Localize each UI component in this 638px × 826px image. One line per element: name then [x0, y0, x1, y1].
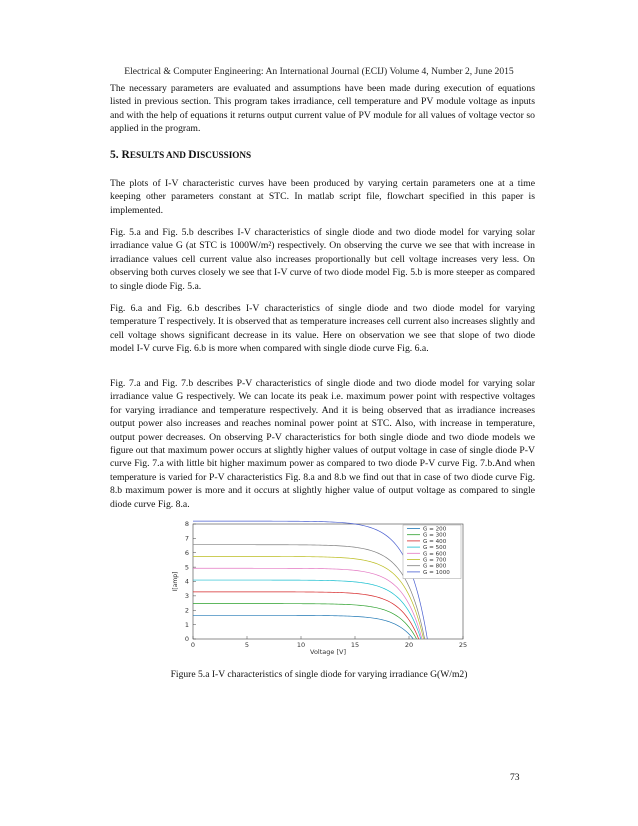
y-tick-label: 5 — [184, 563, 189, 572]
paragraph-3: Fig. 6.a and Fig. 6.b describes I-V characteristics of single diode and two diode model for varying temperature T respectively. It is observed that as temperature increases cell current also increases slightly and cell voltage shows significant decrease in its value. Here on observation we see that slope of two diode model I-V curve Fig. 6.b is more when compared with single diode curve Fig. 6.a. — [110, 303, 535, 355]
x-tick-label: 20 — [404, 641, 414, 649]
y-axis-label: I[amp] — [172, 571, 179, 592]
series-line — [193, 615, 413, 639]
y-tick-label: 3 — [184, 592, 189, 601]
y-tick-label: 1 — [184, 620, 189, 629]
y-tick-label: 2 — [184, 606, 189, 615]
legend-label: G = 500 — [423, 545, 447, 552]
legend-label: G = 200 — [423, 526, 447, 533]
figure-caption: Figure 5.a I-V characteristics of single diode for varying irradiance G(W/m2) — [170, 669, 468, 680]
legend-label: G = 700 — [423, 557, 447, 564]
paragraph-2: Fig. 5.a and Fig. 5.b describes I-V characteristics of single diode and two diode model for varying solar irradiance value G (at STC is 1000W/m²) respectively. On observing the curve we see that with increase in irradiance values cell current value also increases proportionally but cell voltage increases very less. On observing both curves closely we see that I-V curve of two diode model Fig. 5.b is more steeper as compared to single diode Fig. 5.a. — [110, 227, 535, 292]
series-line — [193, 556, 424, 639]
x-tick-label: 10 — [296, 641, 306, 649]
series-line — [193, 580, 421, 639]
x-tick-label: 5 — [244, 641, 250, 649]
iv-chart — [165, 518, 485, 658]
legend-label: G = 600 — [423, 551, 447, 558]
y-tick-label: 0 — [184, 635, 189, 644]
x-tick-label: 15 — [350, 641, 360, 649]
paragraph-1: The plots of I-V characteristic curves have been produced by varying certain parameters one at a time keeping other parameters constant at STC. In matlab script file, flowchart specified in this paper is implemented. — [110, 178, 535, 216]
page-number: 73 — [510, 772, 520, 783]
paragraph-4: Fig. 7.a and Fig. 7.b describes P-V characteristics of single diode and two diode model for varying solar irradiance value G respectively. We can locate its peak i.e. maximum power point with respective voltages for varying irradiance and temperature respectively. And it is being observed that as irradiance increases output power also increases and reaches nominal power point at STC. Also, with increase in temperature, output power decreases. On observing P-V characteristics for both single diode and two diode models we figure out that maximum power occurs at slightly higher values of output voltage in case of single diode P-V curve Fig. 7.a with little bit higher maximum power as compared to two diode P-V curve Fig. 7.b.And when temperature is varied for P-V characteristics Fig. 8.a and 8.b we find out that in case of two diode curve Fig. 8.b maximum power is more and it occurs at slightly higher value of output voltage as compared to single diode curve Fig. 8.a. — [110, 378, 535, 510]
series-line — [193, 604, 417, 639]
y-tick-label: 7 — [184, 534, 189, 543]
y-tick-label: 8 — [184, 520, 189, 529]
x-tick-label: 0 — [190, 641, 196, 649]
y-tick-label: 4 — [184, 577, 189, 586]
x-tick-label: 25 — [458, 641, 468, 649]
legend-label: G = 400 — [423, 538, 447, 545]
section-heading: 5. RESULTS AND DISCUSSIONS — [110, 149, 252, 161]
legend-label: G = 800 — [423, 563, 447, 570]
legend-label: G = 300 — [423, 532, 447, 539]
legend-label: G = 1000 — [423, 569, 450, 576]
journal-header: Electrical & Computer Engineering: An International Journal (ECIJ) Volume 4, Number 2, June 2015 — [124, 66, 514, 77]
y-tick-label: 6 — [184, 548, 189, 557]
paragraph-intro: The necessary parameters are evaluated and assumptions have been made during execution of equations listed in previous section. This program takes irradiance, cell temperature and PV module voltage as inputs and with the help of equations it returns output current value of PV module for all values of voltage vector so applied in the program. — [110, 83, 535, 135]
x-axis-label: Voltage [V] — [310, 648, 346, 656]
